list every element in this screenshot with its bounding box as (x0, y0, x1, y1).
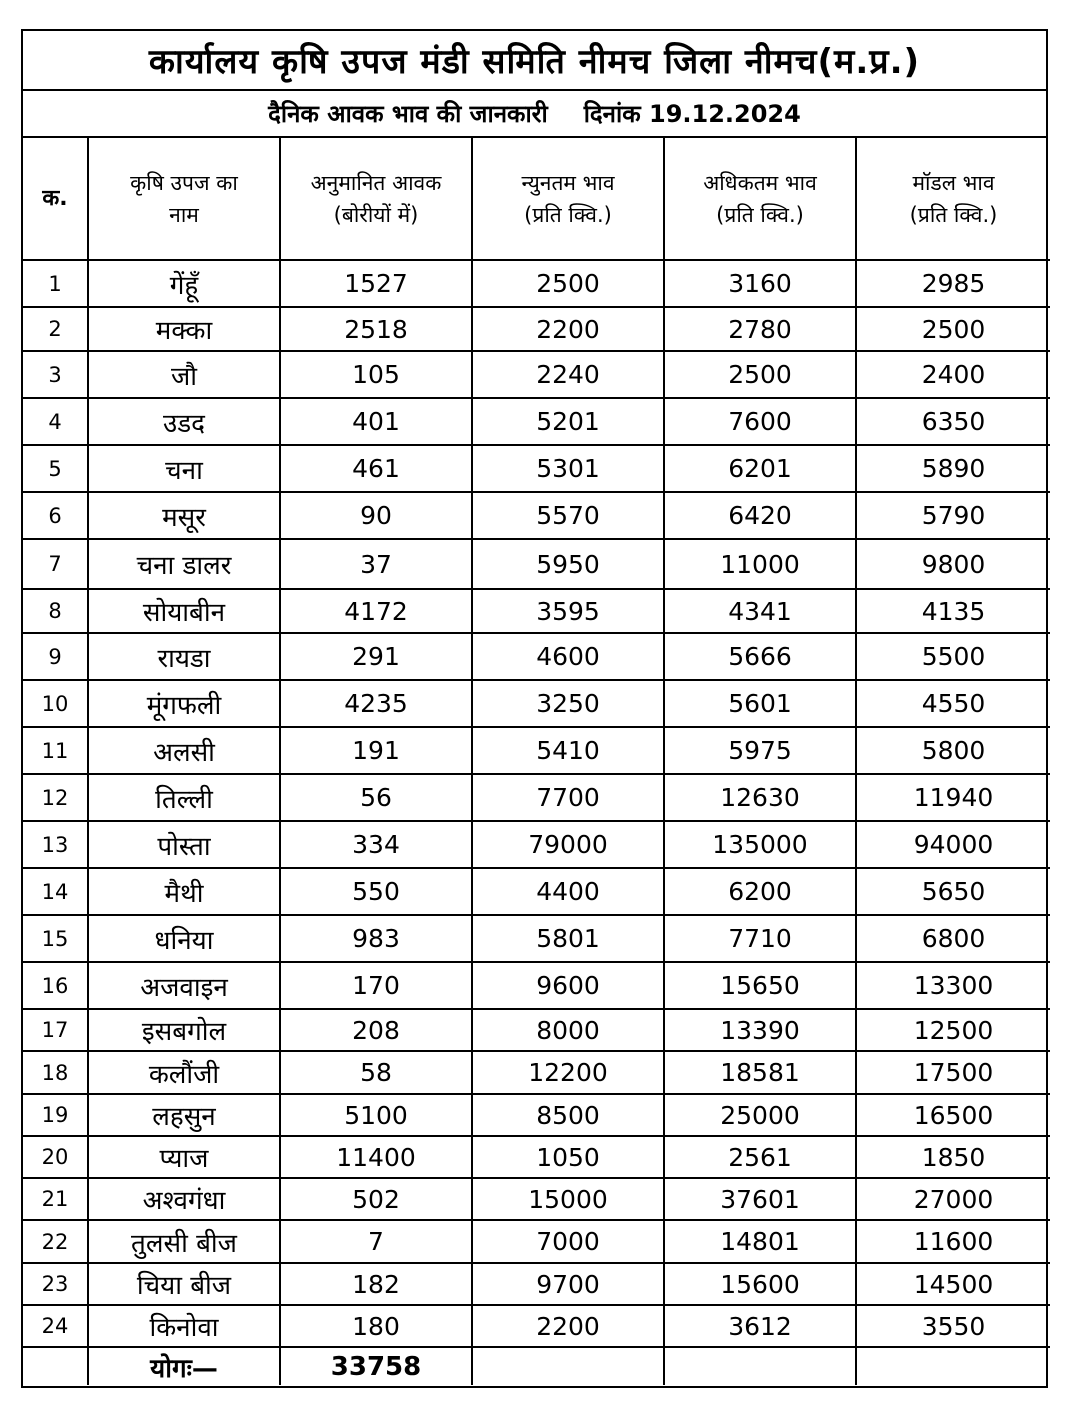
header-modal-line2: (प्रति क्वि.) (909, 202, 998, 227)
cell-min: 2500 (472, 260, 664, 307)
header-max-line2: (प्रति क्वि.) (716, 202, 804, 227)
cell-min: 5570 (472, 492, 664, 539)
cell-min: 8500 (472, 1094, 664, 1136)
cell-min: 3250 (472, 680, 664, 727)
total-empty-sn (23, 1347, 88, 1385)
cell-max: 6200 (664, 868, 856, 915)
total-row (23, 1347, 1050, 1385)
cell-arrival: 208 (280, 1009, 472, 1051)
cell-max: 7710 (664, 915, 856, 962)
report-date: 19.12.2024 (649, 99, 801, 128)
table-row (23, 1094, 1050, 1136)
cell-max: 13390 (664, 1009, 856, 1051)
header-arrival-line2: (बोरीयों में) (333, 202, 419, 227)
cell-min: 8000 (472, 1009, 664, 1051)
cell-min: 9700 (472, 1263, 664, 1305)
header-crop-line2: नाम (169, 202, 199, 227)
cell-crop: प्याज (88, 1136, 280, 1178)
table-row (23, 492, 1050, 539)
cell-crop: किनोवा (88, 1305, 280, 1347)
table-header-row (23, 138, 1050, 260)
cell-sn: 7 (23, 539, 88, 589)
cell-sn: 16 (23, 962, 88, 1009)
cell-modal: 16500 (856, 1094, 1050, 1136)
cell-max: 2561 (664, 1136, 856, 1178)
header-modal-line1: मॉडल भाव (912, 170, 995, 195)
cell-min: 5201 (472, 398, 664, 445)
cell-arrival: 502 (280, 1178, 472, 1220)
cell-modal: 9800 (856, 539, 1050, 589)
cell-sn: 11 (23, 727, 88, 774)
cell-min: 4600 (472, 633, 664, 680)
cell-arrival: 550 (280, 868, 472, 915)
cell-crop: मक्का (88, 307, 280, 351)
cell-max: 6201 (664, 445, 856, 492)
cell-max: 18581 (664, 1051, 856, 1094)
page-title: कार्यालय कृषि उपज मंडी समिति नीमच जिला नीमच(म.प्र.) (23, 31, 1046, 91)
cell-min: 3595 (472, 589, 664, 633)
cell-crop: चिया बीज (88, 1263, 280, 1305)
cell-sn: 3 (23, 351, 88, 398)
cell-min: 7700 (472, 774, 664, 821)
cell-crop: तिल्ली (88, 774, 280, 821)
cell-sn: 13 (23, 821, 88, 868)
table-row (23, 445, 1050, 492)
cell-max: 135000 (664, 821, 856, 868)
table-row (23, 915, 1050, 962)
cell-modal: 6350 (856, 398, 1050, 445)
cell-sn: 12 (23, 774, 88, 821)
total-arrival: 33758 (280, 1347, 472, 1385)
table-row (23, 774, 1050, 821)
cell-modal: 4550 (856, 680, 1050, 727)
table-row (23, 727, 1050, 774)
cell-sn: 22 (23, 1220, 88, 1263)
cell-modal: 2400 (856, 351, 1050, 398)
cell-crop: अलसी (88, 727, 280, 774)
date-label: दिनांक (583, 100, 641, 128)
header-arrival (280, 138, 472, 260)
cell-max: 5975 (664, 727, 856, 774)
cell-crop: इसबगोल (88, 1009, 280, 1051)
cell-min: 2200 (472, 307, 664, 351)
table-row (23, 1263, 1050, 1305)
cell-arrival: 983 (280, 915, 472, 962)
cell-crop: कलौंजी (88, 1051, 280, 1094)
cell-arrival: 401 (280, 398, 472, 445)
cell-modal: 11600 (856, 1220, 1050, 1263)
cell-sn: 5 (23, 445, 88, 492)
cell-sn: 8 (23, 589, 88, 633)
cell-sn: 2 (23, 307, 88, 351)
cell-min: 5950 (472, 539, 664, 589)
cell-modal: 13300 (856, 962, 1050, 1009)
cell-crop: धनिया (88, 915, 280, 962)
cell-arrival: 180 (280, 1305, 472, 1347)
cell-arrival: 7 (280, 1220, 472, 1263)
cell-arrival: 58 (280, 1051, 472, 1094)
cell-arrival: 170 (280, 962, 472, 1009)
report-subtitle (23, 91, 1046, 138)
table-row (23, 307, 1050, 351)
cell-min: 1050 (472, 1136, 664, 1178)
subtitle-text: दैनिक आवक भाव की जानकारी (268, 100, 548, 128)
cell-crop: अश्वगंधा (88, 1178, 280, 1220)
table-row (23, 351, 1050, 398)
cell-max: 3160 (664, 260, 856, 307)
cell-arrival: 56 (280, 774, 472, 821)
table-row (23, 260, 1050, 307)
cell-sn: 6 (23, 492, 88, 539)
cell-arrival: 4235 (280, 680, 472, 727)
cell-arrival: 1527 (280, 260, 472, 307)
cell-max: 5666 (664, 633, 856, 680)
cell-max: 14801 (664, 1220, 856, 1263)
header-max-line1: अधिकतम भाव (703, 170, 817, 195)
cell-sn: 9 (23, 633, 88, 680)
header-crop-line1: कृषि उपज का (130, 170, 238, 195)
cell-modal: 5790 (856, 492, 1050, 539)
table-row (23, 868, 1050, 915)
cell-min: 7000 (472, 1220, 664, 1263)
table-row (23, 1220, 1050, 1263)
table-row (23, 1009, 1050, 1051)
cell-max: 7600 (664, 398, 856, 445)
cell-crop: पोस्ता (88, 821, 280, 868)
cell-modal: 4135 (856, 589, 1050, 633)
cell-max: 25000 (664, 1094, 856, 1136)
cell-sn: 4 (23, 398, 88, 445)
cell-arrival: 37 (280, 539, 472, 589)
cell-modal: 3550 (856, 1305, 1050, 1347)
cell-modal: 11940 (856, 774, 1050, 821)
cell-max: 37601 (664, 1178, 856, 1220)
table-row (23, 633, 1050, 680)
cell-arrival: 461 (280, 445, 472, 492)
cell-sn: 17 (23, 1009, 88, 1051)
header-min-price (472, 138, 664, 260)
cell-modal: 2985 (856, 260, 1050, 307)
cell-sn: 1 (23, 260, 88, 307)
cell-sn: 24 (23, 1305, 88, 1347)
cell-crop: जौ (88, 351, 280, 398)
cell-arrival: 191 (280, 727, 472, 774)
cell-max: 11000 (664, 539, 856, 589)
cell-arrival: 291 (280, 633, 472, 680)
cell-modal: 27000 (856, 1178, 1050, 1220)
total-empty-modal (856, 1347, 1050, 1385)
header-min-line1: न्युनतम भाव (521, 170, 615, 195)
cell-max: 3612 (664, 1305, 856, 1347)
cell-max: 5601 (664, 680, 856, 727)
cell-sn: 18 (23, 1051, 88, 1094)
cell-arrival: 182 (280, 1263, 472, 1305)
cell-crop: मसूर (88, 492, 280, 539)
price-table (23, 138, 1050, 1385)
cell-min: 9600 (472, 962, 664, 1009)
cell-crop: मैथी (88, 868, 280, 915)
cell-max: 2780 (664, 307, 856, 351)
header-arrival-line1: अनुमानित आवक (310, 170, 442, 195)
cell-modal: 14500 (856, 1263, 1050, 1305)
cell-min: 5410 (472, 727, 664, 774)
cell-max: 4341 (664, 589, 856, 633)
cell-sn: 20 (23, 1136, 88, 1178)
header-modal-price (856, 138, 1050, 260)
cell-modal: 1850 (856, 1136, 1050, 1178)
cell-min: 5801 (472, 915, 664, 962)
cell-modal: 5500 (856, 633, 1050, 680)
cell-max: 12630 (664, 774, 856, 821)
cell-modal: 5890 (856, 445, 1050, 492)
cell-crop: उडद (88, 398, 280, 445)
table-row (23, 1136, 1050, 1178)
header-crop-name (88, 138, 280, 260)
table-row (23, 1178, 1050, 1220)
cell-crop: अजवाइन (88, 962, 280, 1009)
cell-min: 79000 (472, 821, 664, 868)
cell-arrival: 2518 (280, 307, 472, 351)
header-serial: क. (23, 138, 88, 260)
cell-arrival: 11400 (280, 1136, 472, 1178)
cell-max: 15650 (664, 962, 856, 1009)
table-row (23, 398, 1050, 445)
total-empty-min (472, 1347, 664, 1385)
cell-arrival: 105 (280, 351, 472, 398)
cell-crop: मूंगफली (88, 680, 280, 727)
cell-arrival: 334 (280, 821, 472, 868)
cell-sn: 23 (23, 1263, 88, 1305)
cell-modal: 94000 (856, 821, 1050, 868)
cell-crop: सोयाबीन (88, 589, 280, 633)
cell-modal: 2500 (856, 307, 1050, 351)
cell-modal: 5650 (856, 868, 1050, 915)
cell-sn: 19 (23, 1094, 88, 1136)
cell-sn: 21 (23, 1178, 88, 1220)
table-row (23, 962, 1050, 1009)
cell-sn: 14 (23, 868, 88, 915)
cell-min: 5301 (472, 445, 664, 492)
total-label: योगः— (88, 1347, 280, 1385)
table-row (23, 1051, 1050, 1094)
cell-max: 6420 (664, 492, 856, 539)
cell-sn: 15 (23, 915, 88, 962)
table-row (23, 1305, 1050, 1347)
cell-modal: 6800 (856, 915, 1050, 962)
cell-min: 4400 (472, 868, 664, 915)
cell-crop: लहसुन (88, 1094, 280, 1136)
header-max-price (664, 138, 856, 260)
cell-crop: चना (88, 445, 280, 492)
table-row (23, 539, 1050, 589)
cell-min: 12200 (472, 1051, 664, 1094)
cell-crop: चना डालर (88, 539, 280, 589)
price-report-sheet (21, 29, 1048, 1388)
table-row (23, 589, 1050, 633)
cell-modal: 17500 (856, 1051, 1050, 1094)
cell-modal: 5800 (856, 727, 1050, 774)
table-row (23, 680, 1050, 727)
table-row (23, 821, 1050, 868)
cell-arrival: 5100 (280, 1094, 472, 1136)
cell-arrival: 90 (280, 492, 472, 539)
header-min-line2: (प्रति क्वि.) (524, 202, 612, 227)
cell-modal: 12500 (856, 1009, 1050, 1051)
cell-crop: रायडा (88, 633, 280, 680)
cell-max: 2500 (664, 351, 856, 398)
cell-min: 15000 (472, 1178, 664, 1220)
cell-min: 2200 (472, 1305, 664, 1347)
cell-sn: 10 (23, 680, 88, 727)
cell-min: 2240 (472, 351, 664, 398)
total-empty-max (664, 1347, 856, 1385)
cell-arrival: 4172 (280, 589, 472, 633)
cell-max: 15600 (664, 1263, 856, 1305)
cell-crop: तुलसी बीज (88, 1220, 280, 1263)
cell-crop: गेंहूँ (88, 260, 280, 307)
